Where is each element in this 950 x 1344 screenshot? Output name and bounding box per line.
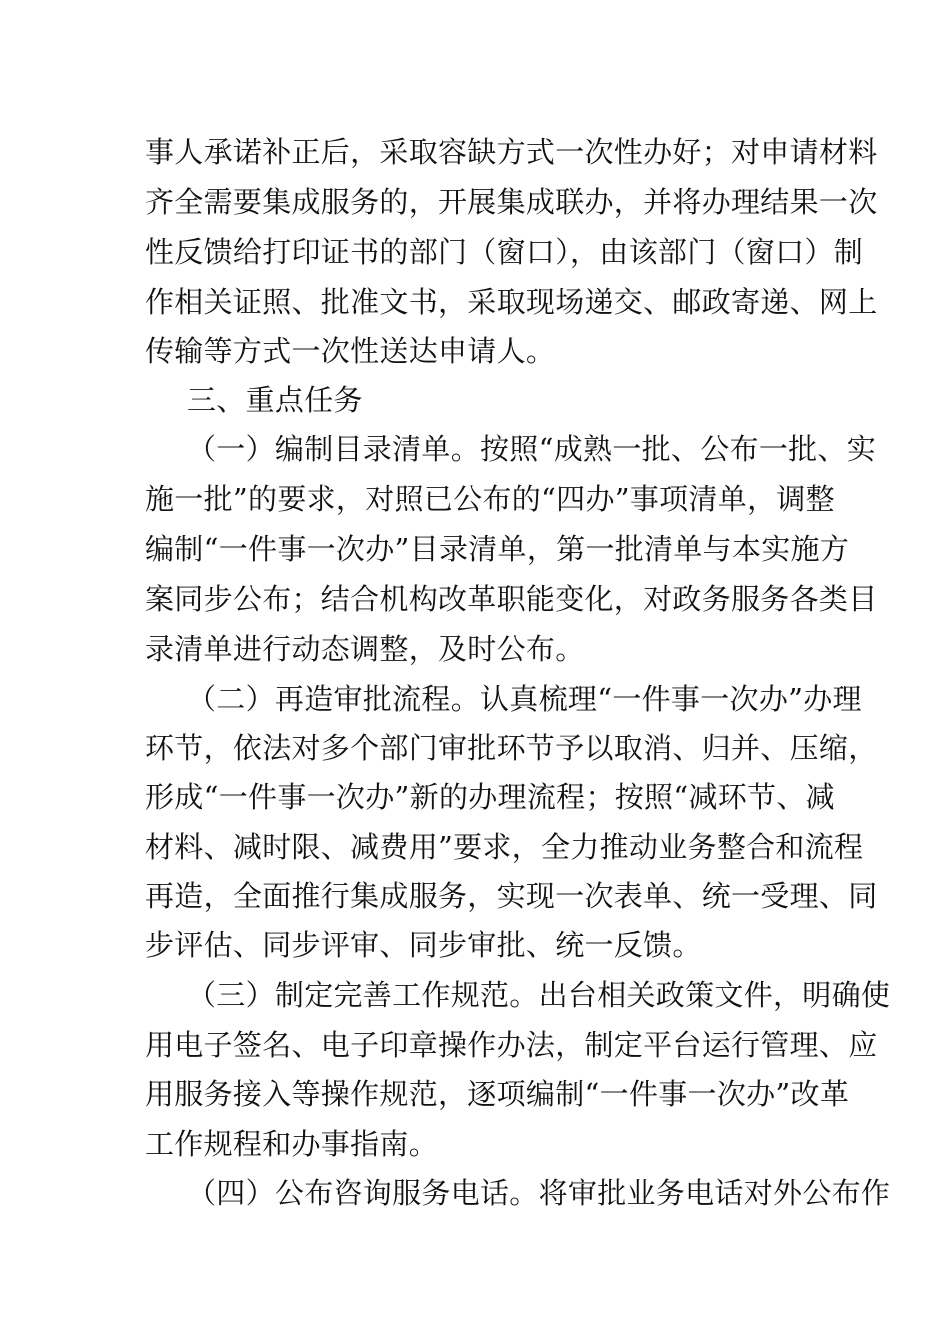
text-line: 齐全需要集成服务的，开展集成联办，并将办理结果一次 <box>145 185 878 219</box>
text-line: 案同步公布；结合机构改革职能变化，对政务服务各类目 <box>145 582 878 616</box>
text-line: 形成“一件事一次办”新的办理流程；按照“减环节、减 <box>145 780 835 814</box>
text-line: 用服务接入等操作规范，逐项编制“一件事一次办”改革 <box>145 1077 850 1111</box>
paragraph-first-line: （二）再造审批流程。认真梳理“一件事一次办”办理 <box>187 682 862 716</box>
text-line: 材料、减时限、减费用”要求，全力推动业务整合和流程 <box>145 830 864 864</box>
paragraph-first-line: （三）制定完善工作规范。出台相关政策文件，明确使 <box>187 978 891 1012</box>
text-line: 作相关证照、批准文书，采取现场递交、邮政寄递、网上 <box>145 285 878 319</box>
text-line: 性反馈给打印证书的部门（窗口），由该部门（窗口）制 <box>145 235 864 269</box>
text-line: 施一批”的要求，对照已公布的“四办”事项清单，调整 <box>145 482 835 516</box>
text-line: 环节，依法对多个部门审批环节予以取消、归并、压缩， <box>145 731 878 765</box>
paragraph-first-line: （四）公布咨询服务电话。将审批业务电话对外公布作 <box>187 1176 891 1210</box>
text-line: 传输等方式一次性送达申请人。 <box>145 334 556 368</box>
text-line: 事人承诺补正后，采取容缺方式一次性办好；对申请材料 <box>145 135 878 169</box>
text-line: 编制“一件事一次办”目录清单，第一批清单与本实施方 <box>145 532 850 566</box>
text-line: 录清单进行动态调整，及时公布。 <box>145 632 585 666</box>
text-line: 工作规程和办事指南。 <box>145 1127 439 1161</box>
text-line: 步评估、同步评审、同步审批、统一反馈。 <box>145 928 702 962</box>
text-line: 用电子签名、电子印章操作办法，制定平台运行管理、应 <box>145 1028 878 1062</box>
paragraph-first-line: （一）编制目录清单。按照“成熟一批、公布一批、实 <box>187 432 877 466</box>
section-heading: 三、重点任务 <box>187 383 363 417</box>
text-line: 再造，全面推行集成服务，实现一次表单、统一受理、同 <box>145 879 878 913</box>
